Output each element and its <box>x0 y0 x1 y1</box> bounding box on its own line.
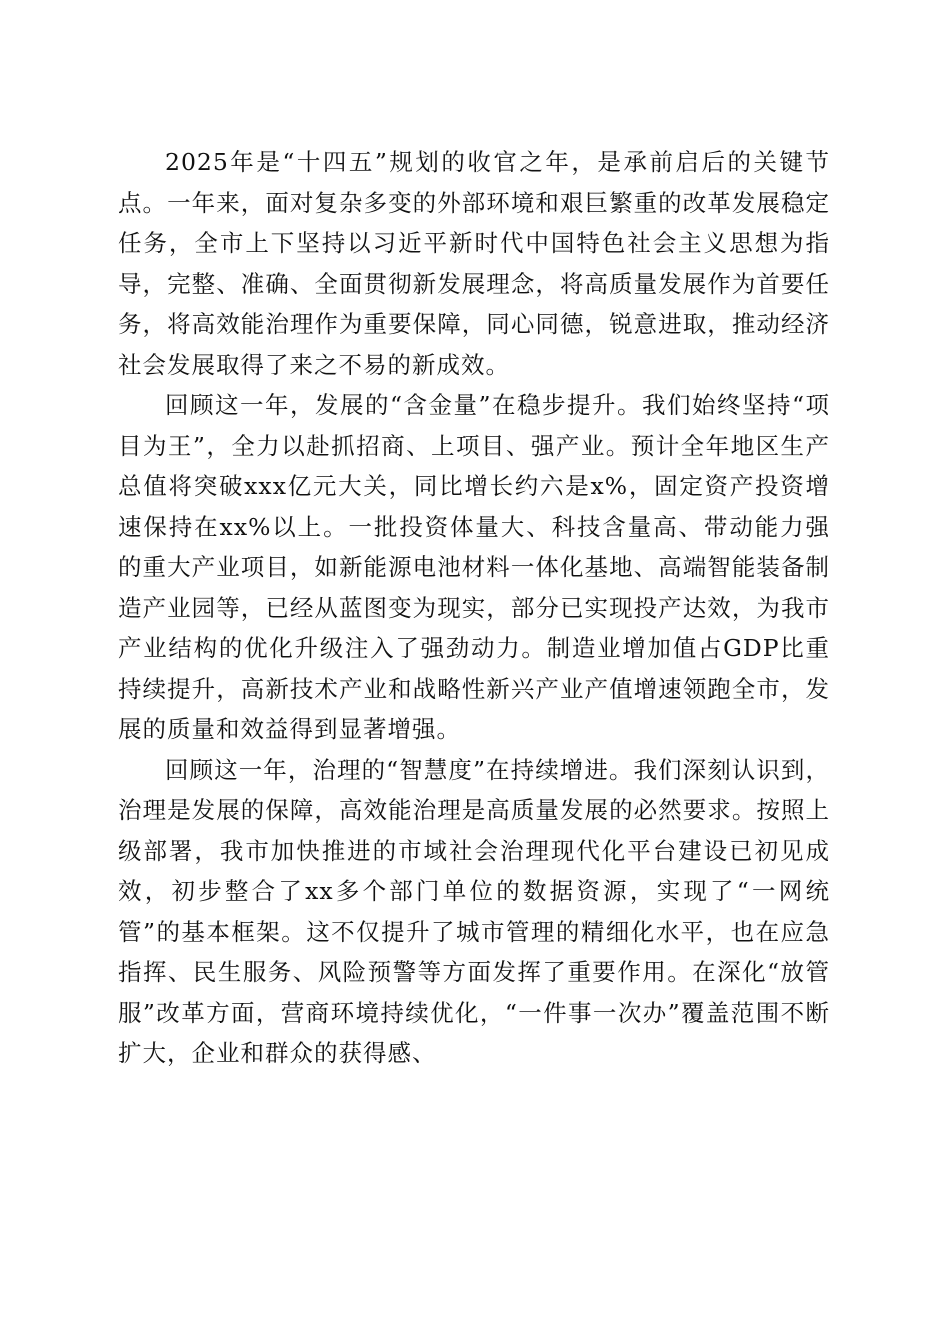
paragraph-3: 回顾这一年，治理的“智慧度”在持续增进。我们深刻认识到，治理是发展的保障，高效能治理是高质量发展的必然要求。按照上级部署，我市加快推进的市域社会治理现代化平台建设已初见成效，初步整合了xx多个部门单位的数据资源，实现了“一网统管”的基本框架。这不仅提升了城市管理的精细化水平，也在应急指挥、民生服务、风险预警等方面发挥了重要作用。在深化“放管服”改革方面，营商环境持续优化，“一件事一次办”覆盖范围不断扩大，企业和群众的获得感、 <box>118 755 830 1067</box>
document-body <box>118 142 830 1074</box>
paragraph-2: 回顾这一年，发展的“含金量”在稳步提升。我们始终坚持“项目为王”，全力以赴抓招商、上项目、强产业。预计全年地区生产总值将突破xxx亿元大关，同比增长约六是x%，固定资产投资增速保持在xx%以上。一批投资体量大、科技含量高、带动能力强的重大产业项目，如新能源电池材料一体化基地、高端智能装备制造产业园等，已经从蓝图变为现实，部分已实现投产达效，为我市产业结构的优化升级注入了强劲动力。制造业增加值占GDP比重持续提升，高新技术产业和战略性新兴产业产值增速领跑全市，发展的质量和效益得到显著增强。 <box>118 391 830 743</box>
paragraph-1: 2025年是“十四五”规划的收官之年，是承前启后的关键节点。一年来，面对复杂多变的外部环境和艰巨繁重的改革发展稳定任务，全市上下坚持以习近平新时代中国特色社会主义思想为指导，完整、准确、全面贯彻新发展理念，将高质量发展作为首要任务，将高效能治理作为重要保障，同心同德，锐意进取，推动经济社会发展取得了来之不易的新成效。 <box>118 148 830 379</box>
